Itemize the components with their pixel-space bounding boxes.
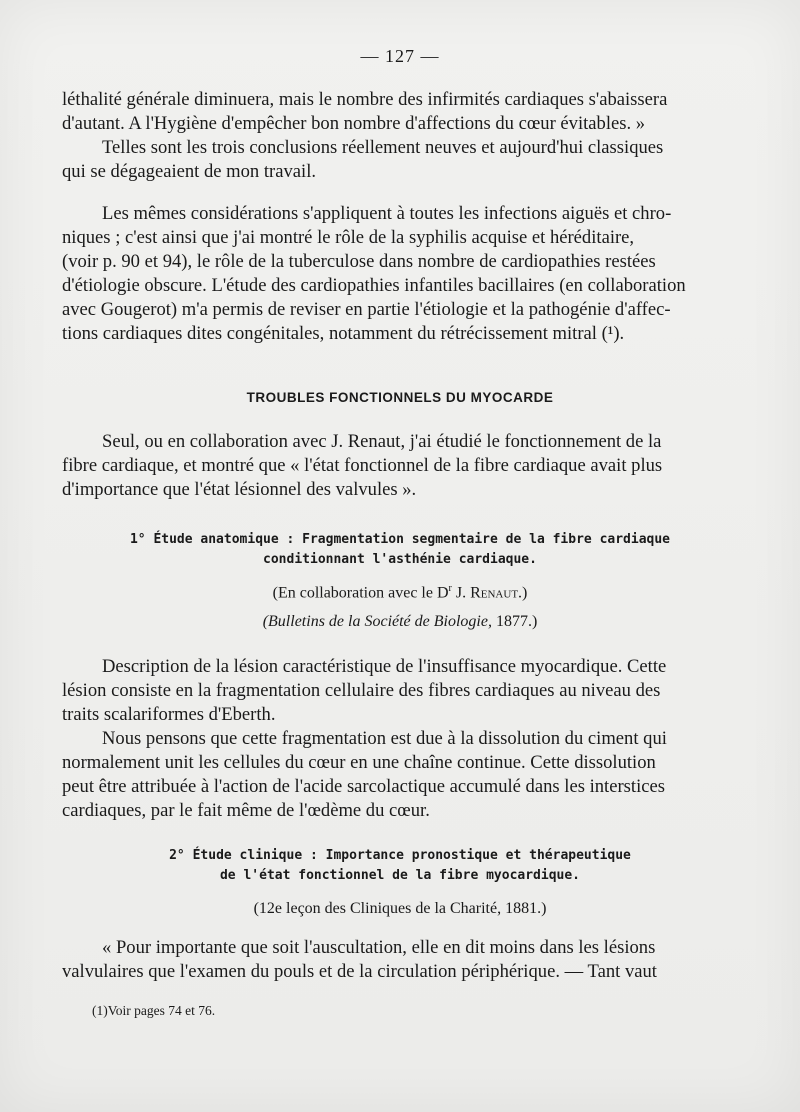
text-line: traits scalariformes d'Eberth. xyxy=(62,704,276,725)
intro-paragraph xyxy=(62,88,712,184)
section-heading: TROUBLES FONCTIONNELS DU MYOCARDE xyxy=(246,390,554,405)
source-year: 1877.) xyxy=(495,613,538,630)
study1-source xyxy=(80,613,720,631)
study1-title xyxy=(80,530,720,570)
text-line: niques ; c'est ainsi que j'ai montré le rôle de la syphilis acquise et héréditaire, xyxy=(62,227,635,248)
text-line: normalement unit les cellules du cœur en une chaîne continue. Cette dissolution xyxy=(62,752,656,773)
study2-title xyxy=(80,846,720,886)
text-line: qui se dégageaient de mon travail. xyxy=(62,161,317,182)
text-line: fibre cardiaque, et montré que « l'état fonctionnel de la fibre cardiaque avait plus xyxy=(62,455,663,476)
footnote: (1)Voir pages 74 et 76. xyxy=(92,1003,216,1018)
text-line: d'autant. A l'Hygiène d'empêcher bon nombre d'affections du cœur évitables. » xyxy=(62,113,646,134)
page-number: — 127 — xyxy=(360,46,440,66)
text-line: cardiaques, par le fait même de l'œdème du cœur. xyxy=(62,800,430,821)
considerations-paragraph xyxy=(62,202,712,346)
text-line: léthalité générale diminuera, mais le nombre des infirmités cardiaques s'abaissera xyxy=(62,89,668,110)
text-line: avec Gougerot) m'a permis de reviser en partie l'étiologie et la pathogénie d'affec- xyxy=(62,299,671,320)
description-paragraph xyxy=(62,655,712,823)
text-line: Nous pensons que cette fragmentation est due à la dissolution du ciment qui xyxy=(102,728,667,749)
text-line: « Pour importante que soit l'auscultation, elle en dit moins dans les lésions xyxy=(102,937,656,958)
text-line: d'importance que l'état lésionnel des valvules ». xyxy=(62,479,417,500)
collab-name: J. Renaut.) xyxy=(455,584,528,602)
text-line: Telles sont les trois conclusions réellement neuves et aujourd'hui classiques xyxy=(102,137,664,158)
collab-prefix: (En collaboration avec le D xyxy=(272,584,449,602)
text-line: Description de la lésion caractéristique de l'insuffisance myocardique. Cette xyxy=(102,656,667,677)
collab-sup: r xyxy=(448,583,452,594)
text-line: tions cardiaques dites congénitales, notamment du rétrécissement mitral (¹). xyxy=(62,323,625,344)
auscultation-paragraph xyxy=(62,936,712,984)
text-line: (voir p. 90 et 94), le rôle de la tuberculose dans nombre de cardiopathies restées xyxy=(62,251,656,272)
study2-title-line2: de l'état fonctionnel de la fibre myocardique. xyxy=(219,868,581,883)
text-line: Seul, ou en collaboration avec J. Renaut, j'ai étudié le fonctionnement de la xyxy=(102,431,662,452)
text-line: d'étiologie obscure. L'étude des cardiopathies infantiles bacillaires (en collaboration xyxy=(62,275,686,296)
study2-source: (12e leçon des Cliniques de la Charité, 1881.) xyxy=(253,900,547,917)
study1-title-line2: conditionnant l'asthénie cardiaque. xyxy=(263,552,537,567)
text-line: Les mêmes considérations s'appliquent à toutes les infections aiguës et chro- xyxy=(102,203,672,224)
text-line: lésion consiste en la fragmentation cellulaire des fibres cardiaques au niveau des xyxy=(62,680,661,701)
source-title: (Bulletins de la Société de Biologie, xyxy=(262,613,492,630)
text-line: peut être attribuée à l'action de l'acide sarcolactique accumulé dans les interstices xyxy=(62,776,665,797)
text-line: valvulaires que l'examen du pouls et de la circulation périphérique. — Tant vaut xyxy=(62,961,657,982)
study1-collaboration xyxy=(80,583,720,602)
study2-title-line1: 2° Étude clinique : Importance pronostique et thérapeutique xyxy=(169,848,631,863)
study1-title-line1: 1° Étude anatomique : Fragmentation segmentaire de la fibre cardiaque xyxy=(129,532,671,547)
myocarde-paragraph xyxy=(62,430,712,502)
